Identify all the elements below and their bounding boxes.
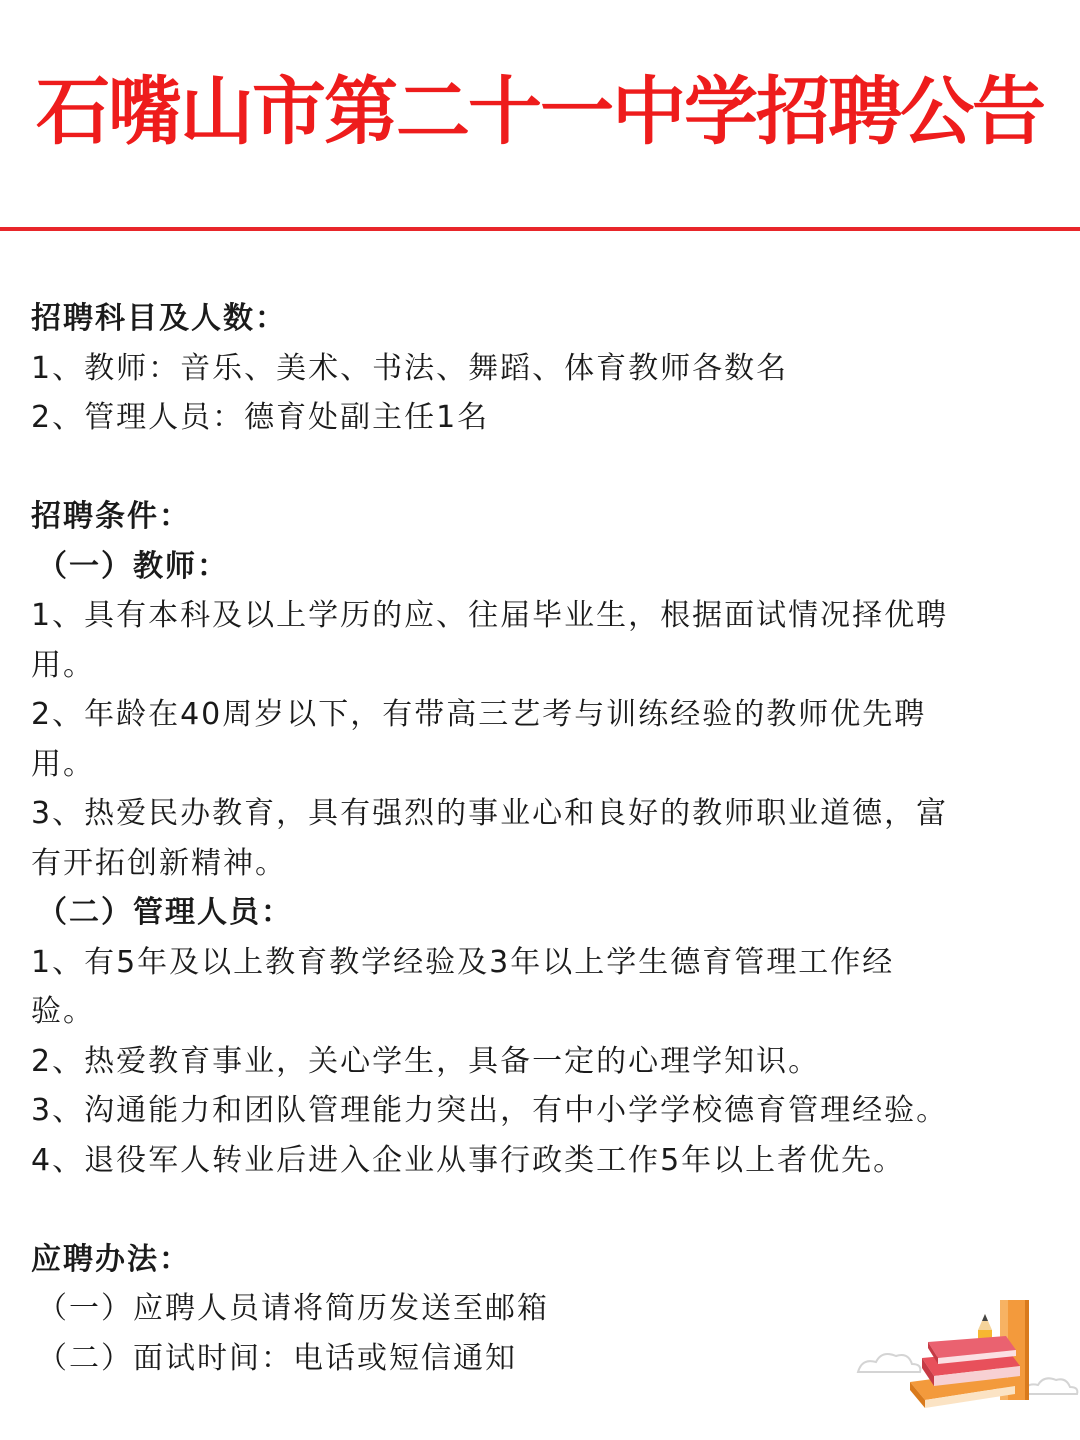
teacher-condition-line: 3、热爱民办教育，具有强烈的事业心和良好的教师职业道德，富 xyxy=(31,796,949,831)
manager-condition-line: 4、退役军人转业后进入企业从事行政类工作5年以上者优先。 xyxy=(31,1142,906,1178)
application-item-2: （二）面试时间：电话或短信通知 xyxy=(37,1340,517,1376)
spacer xyxy=(31,1185,1051,1235)
manager-condition-line: 2、热爱教育事业，关心学生，具备一定的心理学知识。 xyxy=(31,1043,821,1079)
spacer xyxy=(31,443,1051,493)
title-divider xyxy=(0,227,1080,231)
page-title: 石嘴山市第二十一中学招聘公告 xyxy=(36,69,1044,155)
teachers-subheading: （一）教师： xyxy=(37,548,229,584)
teacher-condition-line: 1、具有本科及以上学历的应、往届毕业生，根据面试情况择优聘 xyxy=(31,598,949,633)
conditions-heading: 招聘条件： xyxy=(31,499,191,534)
subjects-item-1: 1、教师：音乐、美术、书法、舞蹈、体育教师各数名 xyxy=(31,350,789,386)
teacher-condition-line: 用。 xyxy=(31,746,95,782)
subjects-item-2: 2、管理人员：德育处副主任1名 xyxy=(31,400,490,435)
manager-condition-line: 1、有5年及以上教育教学经验及3年以上学生德育管理工作经 xyxy=(31,944,895,980)
managers-subheading: （二）管理人员： xyxy=(37,895,293,930)
teacher-condition-line: 用。 xyxy=(31,647,95,683)
manager-condition-line: 验。 xyxy=(31,994,95,1029)
manager-condition-line: 3、沟通能力和团队管理能力突出，有中小学学校德育管理经验。 xyxy=(31,1093,949,1128)
application-heading: 应聘办法： xyxy=(31,1241,191,1277)
teacher-condition-line: 有开拓创新精神。 xyxy=(31,845,287,881)
books-and-pencil-icon xyxy=(850,1290,1080,1420)
announcement-body xyxy=(31,294,1051,1383)
subjects-heading: 招聘科目及人数： xyxy=(31,301,287,336)
teacher-condition-line: 2、年龄在40周岁以下，有带高三艺考与训练经验的教师优先聘 xyxy=(31,697,927,732)
application-item-1: （一）应聘人员请将简历发送至邮箱 xyxy=(37,1291,549,1326)
